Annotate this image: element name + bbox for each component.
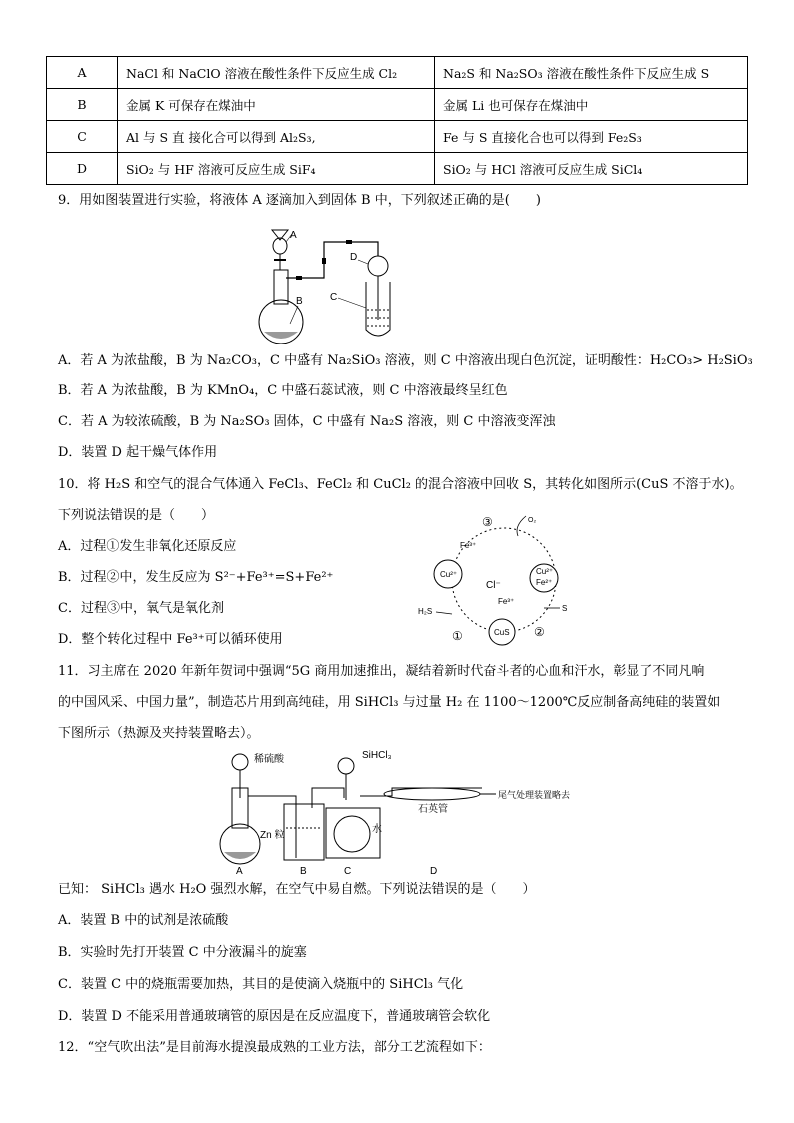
label-a: A (236, 866, 243, 876)
acid-label: 稀硫酸 (254, 754, 284, 765)
q11-option-b: B．实验时先打开装置 C 中分液漏斗的旋塞 (58, 945, 307, 960)
s-label: S (562, 604, 568, 613)
q11-stem-3: 下图所示（热源及夹持装置略去）。 (58, 726, 260, 741)
q11-option-d: D．装置 D 不能采用普通玻璃管的原因是在反应温度下，普通玻璃管会软化 (58, 1009, 491, 1024)
cl-label: Cl⁻ (486, 580, 501, 591)
table-cell-left: 金属 K 可保存在煤油中 (118, 89, 435, 121)
label-a: A (290, 230, 297, 241)
q10-stem-2: 下列说法错误的是（ ） (58, 508, 215, 523)
table-cell-opt: D (47, 153, 118, 185)
q10-option-a: A．过程①发生非氧化还原反应 (58, 539, 237, 554)
table-row (47, 57, 748, 89)
table-cell-opt: C (47, 121, 118, 153)
q9-option-c: C．若 A 为较浓硫酸，B 为 Na₂SO₃ 固体，C 中盛有 Na₂S 溶液，则 C 中溶液变浑浊 (58, 414, 556, 429)
h2s-label: H₂S (418, 607, 433, 616)
q12-stem: 12．“空气吹出法”是目前海水提溴最成熟的工业方法，部分工艺流程如下： (58, 1040, 491, 1055)
q9-option-a: A．若 A 为浓盐酸，B 为 Na₂CO₃，C 中盛有 Na₂SiO₃ 溶液，则 C 中溶液出现白色沉淀，证明酸性：H₂CO₃> H₂SiO₃ (58, 353, 753, 368)
table-cell-right: Na₂S 和 Na₂SO₃ 溶液在酸性条件下反应生成 S (435, 57, 748, 89)
table-cell-right: Fe 与 S 直接化合也可以得到 Fe₂S₃ (435, 121, 748, 153)
table-cell-opt: B (47, 89, 118, 121)
label-d: D (430, 866, 438, 876)
cus-label: CuS (494, 628, 510, 637)
o2-label: O₂ (528, 517, 537, 524)
q11-option-c: C．装置 C 中的烧瓶需要加热，其目的是使滴入烧瓶中的 SiHCl₃ 气化 (58, 977, 464, 992)
label-b: B (300, 866, 307, 876)
q11-stem-2: 的中国风采、中国力量”，制造芯片用到高纯硅，用 SiHCl₃ 与过量 H₂ 在 1100～1200℃反应制备高纯硅的装置如 (58, 695, 721, 710)
q11-apparatus-figure (212, 748, 592, 876)
table-row (47, 153, 748, 185)
q9-option-d: D．装置 D 起干燥气体作用 (58, 445, 218, 460)
step1-label: ① (452, 629, 463, 643)
fe3-top-label: Fe³⁺ (460, 541, 477, 550)
fe2-label: Fe²⁺ (536, 578, 553, 587)
q9-option-b: B．若 A 为浓盐酸，B 为 KMnO₄，C 中盛石蕊试液，则 C 中溶液最终呈红色 (58, 383, 508, 398)
q10-stem-1: 10．将 H₂S 和空气的混合气体通入 FeCl₃、FeCl₂ 和 CuCl₂ 的混合溶液中回收 S，其转化如图所示(CuS 不溶于水)。 (58, 477, 743, 492)
tail-label: 尾气处理装置略去 (498, 790, 571, 800)
table-cell-left: Al 与 S 直 接化合可以得到 Al₂S₃, (118, 121, 435, 153)
table-cell-left: NaCl 和 NaClO 溶液在酸性条件下反应生成 Cl₂ (118, 57, 435, 89)
table-cell-right: 金属 Li 也可保存在煤油中 (435, 89, 748, 121)
label-c: C (330, 292, 338, 303)
q10-option-d: D．整个转化过程中 Fe³⁺可以循环使用 (58, 632, 283, 647)
sihcl3-label: SiHCl₃ (362, 750, 392, 761)
q9-apparatus-figure (250, 222, 400, 344)
comparison-table (46, 56, 748, 185)
label-d: D (350, 252, 358, 263)
q10-cycle-figure (414, 508, 594, 646)
fe3-low-label: Fe³⁺ (498, 597, 515, 606)
step2-label: ② (534, 625, 545, 639)
q10-option-b: B．过程②中，发生反应为 S²⁻+Fe³⁺=S+Fe²⁺ (58, 570, 334, 585)
zn-label: Zn 粒 (260, 830, 285, 841)
label-b: B (296, 296, 303, 307)
label-c: C (344, 866, 352, 876)
q9-stem: 9．用如图装置进行实验，将液体 A 逐滴加入到固体 B 中，下列叙述正确的是( ) (58, 193, 541, 208)
cu2b-label: Cu²⁺ (536, 567, 554, 576)
step3-label: ③ (482, 515, 493, 529)
cu2-label: Cu²⁺ (440, 570, 458, 579)
q11-option-a: A．装置 B 中的试剂是浓硫酸 (58, 913, 229, 928)
table-cell-right: SiO₂ 与 HCl 溶液可反应生成 SiCl₄ (435, 153, 748, 185)
q10-option-c: C．过程③中，氧气是氧化剂 (58, 601, 224, 616)
table-cell-left: SiO₂ 与 HF 溶液可反应生成 SiF₄ (118, 153, 435, 185)
table-row (47, 89, 748, 121)
q11-known: 已知： SiHCl₃ 遇水 H₂O 强烈水解，在空气中易自燃。下列说法错误的是（ ） (58, 882, 536, 897)
water-label: 水 (372, 824, 382, 835)
q11-stem-1: 11．习主席在 2020 年新年贺词中强调“5G 商用加速推出，凝结着新时代奋斗者的心血和汗水，彰显了不同凡响 (58, 664, 705, 679)
table-row (47, 121, 748, 153)
quartz-label: 石英管 (418, 804, 448, 815)
table-cell-opt: A (47, 57, 118, 89)
